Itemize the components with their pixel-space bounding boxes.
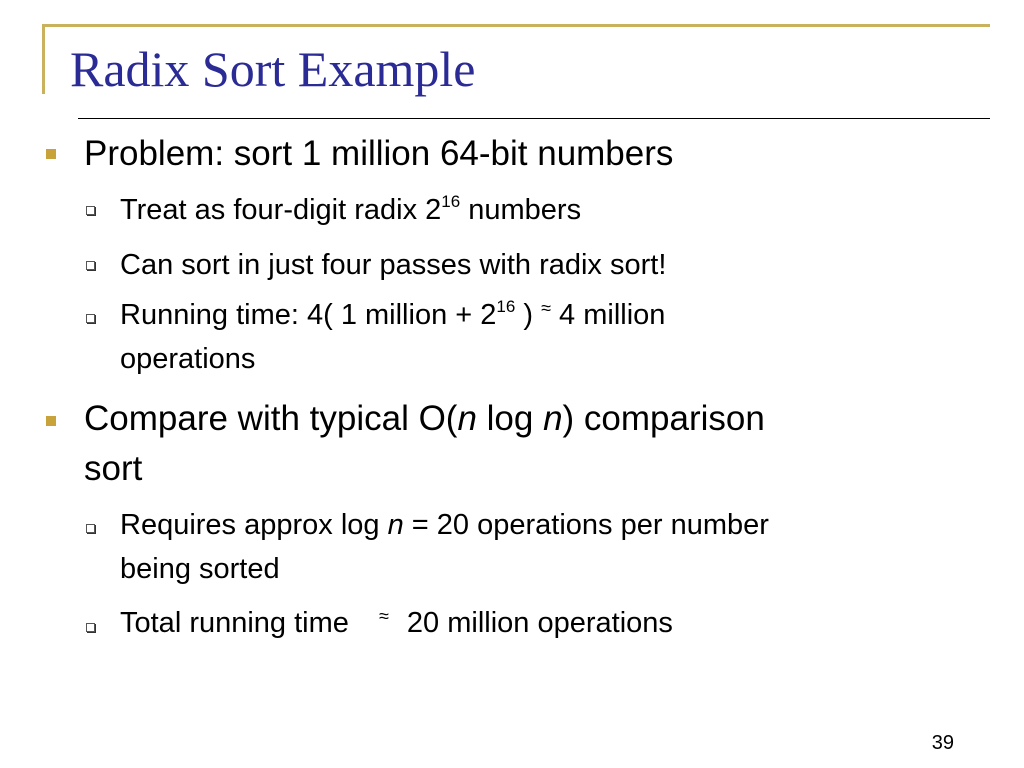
sub-bullet-2-1 [120, 507, 769, 543]
bullet-1-text: Problem: sort 1 million 64-bit numbers [84, 134, 674, 173]
n-variable: n [457, 399, 477, 438]
sub-bullet-2-1-pre: Requires approx log [120, 509, 388, 541]
bullet-2-line2: sort [84, 449, 143, 488]
sub-bullet-1-3-pre: Running time: 4( 1 million + 2 [120, 299, 497, 331]
square-bullet-icon [46, 149, 56, 159]
exponent: 16 [496, 297, 516, 316]
page-number: 39 [931, 732, 954, 754]
sub-bullet-2-1-post: = 20 operations per number [403, 509, 769, 541]
sub-bullet-2-2-pre: Total running time [120, 607, 357, 639]
sub-bullet-1-1 [120, 192, 581, 228]
hollow-square-bullet-icon [86, 314, 95, 323]
sub-bullet-1-2: Can sort in just four passes with radix sort! [120, 249, 667, 281]
approx-symbol: ≈ [378, 606, 389, 626]
sub-bullet-1-1-pre: Treat as four-digit radix 2 [120, 194, 442, 226]
hollow-square-bullet-icon [86, 623, 95, 632]
square-bullet-icon [46, 416, 56, 426]
sub-bullet-1-3-post: 4 million [550, 299, 666, 331]
sub-bullet-1-3-line2: operations [120, 343, 256, 375]
bullet-2-pre: Compare with typical O( [84, 399, 458, 438]
slide-title: Radix Sort Example [70, 41, 476, 97]
sub-bullet-2-2 [120, 605, 673, 644]
approx-symbol: ≈ [541, 298, 551, 318]
hollow-square-bullet-icon [86, 206, 95, 215]
hollow-square-bullet-icon [86, 524, 95, 533]
n-variable: n [387, 509, 404, 541]
sub-bullet-2-2-post: 20 million operations [398, 607, 673, 639]
bullet-2-text [84, 398, 765, 440]
sub-bullet-1-1-post: numbers [460, 194, 582, 226]
sub-bullet-1-3-mid: ) [515, 299, 542, 331]
bullet-2-mid: log [476, 399, 544, 438]
exponent: 16 [441, 192, 461, 211]
sub-bullet-1-3 [120, 297, 665, 336]
hollow-square-bullet-icon [86, 261, 95, 270]
sub-bullet-2-1-line2: being sorted [120, 553, 280, 585]
bullet-2-post: ) comparison [562, 399, 765, 438]
n-variable: n [543, 399, 563, 438]
